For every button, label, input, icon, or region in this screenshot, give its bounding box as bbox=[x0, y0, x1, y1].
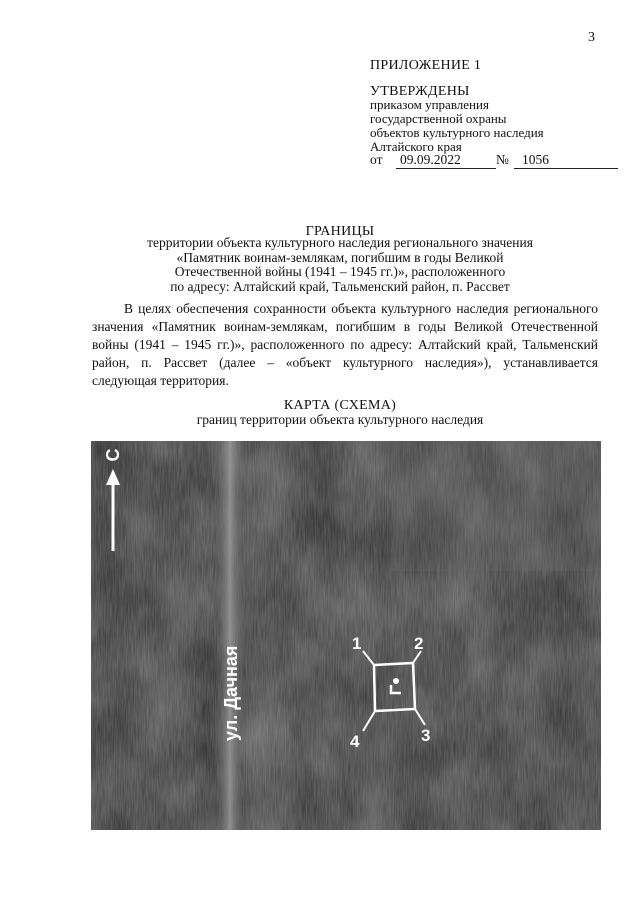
approved-line: Алтайского края bbox=[370, 139, 462, 154]
subtitle-line: по адресу: Алтайский край, Тальменский район, п. Рассвет bbox=[170, 278, 510, 294]
order-date: 09.09.2022 bbox=[396, 152, 496, 169]
order-number: 1056 bbox=[514, 152, 618, 169]
approved-label: УТВЕРЖДЕНЫ bbox=[370, 84, 470, 99]
page-number: 3 bbox=[588, 30, 595, 45]
road-strip bbox=[213, 441, 247, 830]
document-title: ГРАНИЦЫ bbox=[305, 224, 375, 239]
approved-line: государственной охраны bbox=[370, 111, 507, 126]
boundary-map bbox=[91, 441, 601, 830]
subtitle-line: Отечественной войны (1941 – 1945 гг.)», расположенного bbox=[174, 264, 506, 279]
boundary-point-label: 2 bbox=[414, 634, 424, 653]
map-heading: КАРТА (СХЕМА) bbox=[283, 398, 397, 413]
north-label: С bbox=[103, 448, 123, 462]
approved-line: объектов культурного наследия bbox=[370, 125, 544, 140]
document-subtitle bbox=[60, 236, 620, 294]
boundary-point-label: 4 bbox=[350, 732, 360, 751]
body-paragraph: В целях обеспечения сохранности объекта культурного наследия регионального значения «Памятник воинам-землякам, погибшим в годы Великой Отечественной войны (1941 – 1945 гг.)», расположенного по адресу: Алтайский край, Тальменский район, п. Рассвет (далее – «объект культурного наследия»), устанавливается следующая территория. bbox=[92, 301, 598, 388]
street-label: ул. Дачная bbox=[221, 645, 241, 741]
approved-by-block bbox=[370, 98, 544, 154]
subtitle-line: «Памятник воинам-землякам, погибшим в годы Великой bbox=[176, 249, 504, 265]
order-number-label: № bbox=[496, 152, 509, 167]
approved-line: приказом управления bbox=[370, 97, 489, 112]
subtitle-line: территории объекта культурного наследия регионального значения bbox=[147, 235, 533, 250]
boundary-point-label: 1 bbox=[352, 634, 362, 653]
order-reference bbox=[370, 152, 610, 172]
order-from-label: от bbox=[370, 152, 383, 167]
boundary-point-label: 3 bbox=[421, 726, 431, 745]
map-subheading: границ территории объекта культурного наследия bbox=[196, 412, 484, 427]
appendix-label: ПРИЛОЖЕНИЕ 1 bbox=[370, 58, 482, 73]
